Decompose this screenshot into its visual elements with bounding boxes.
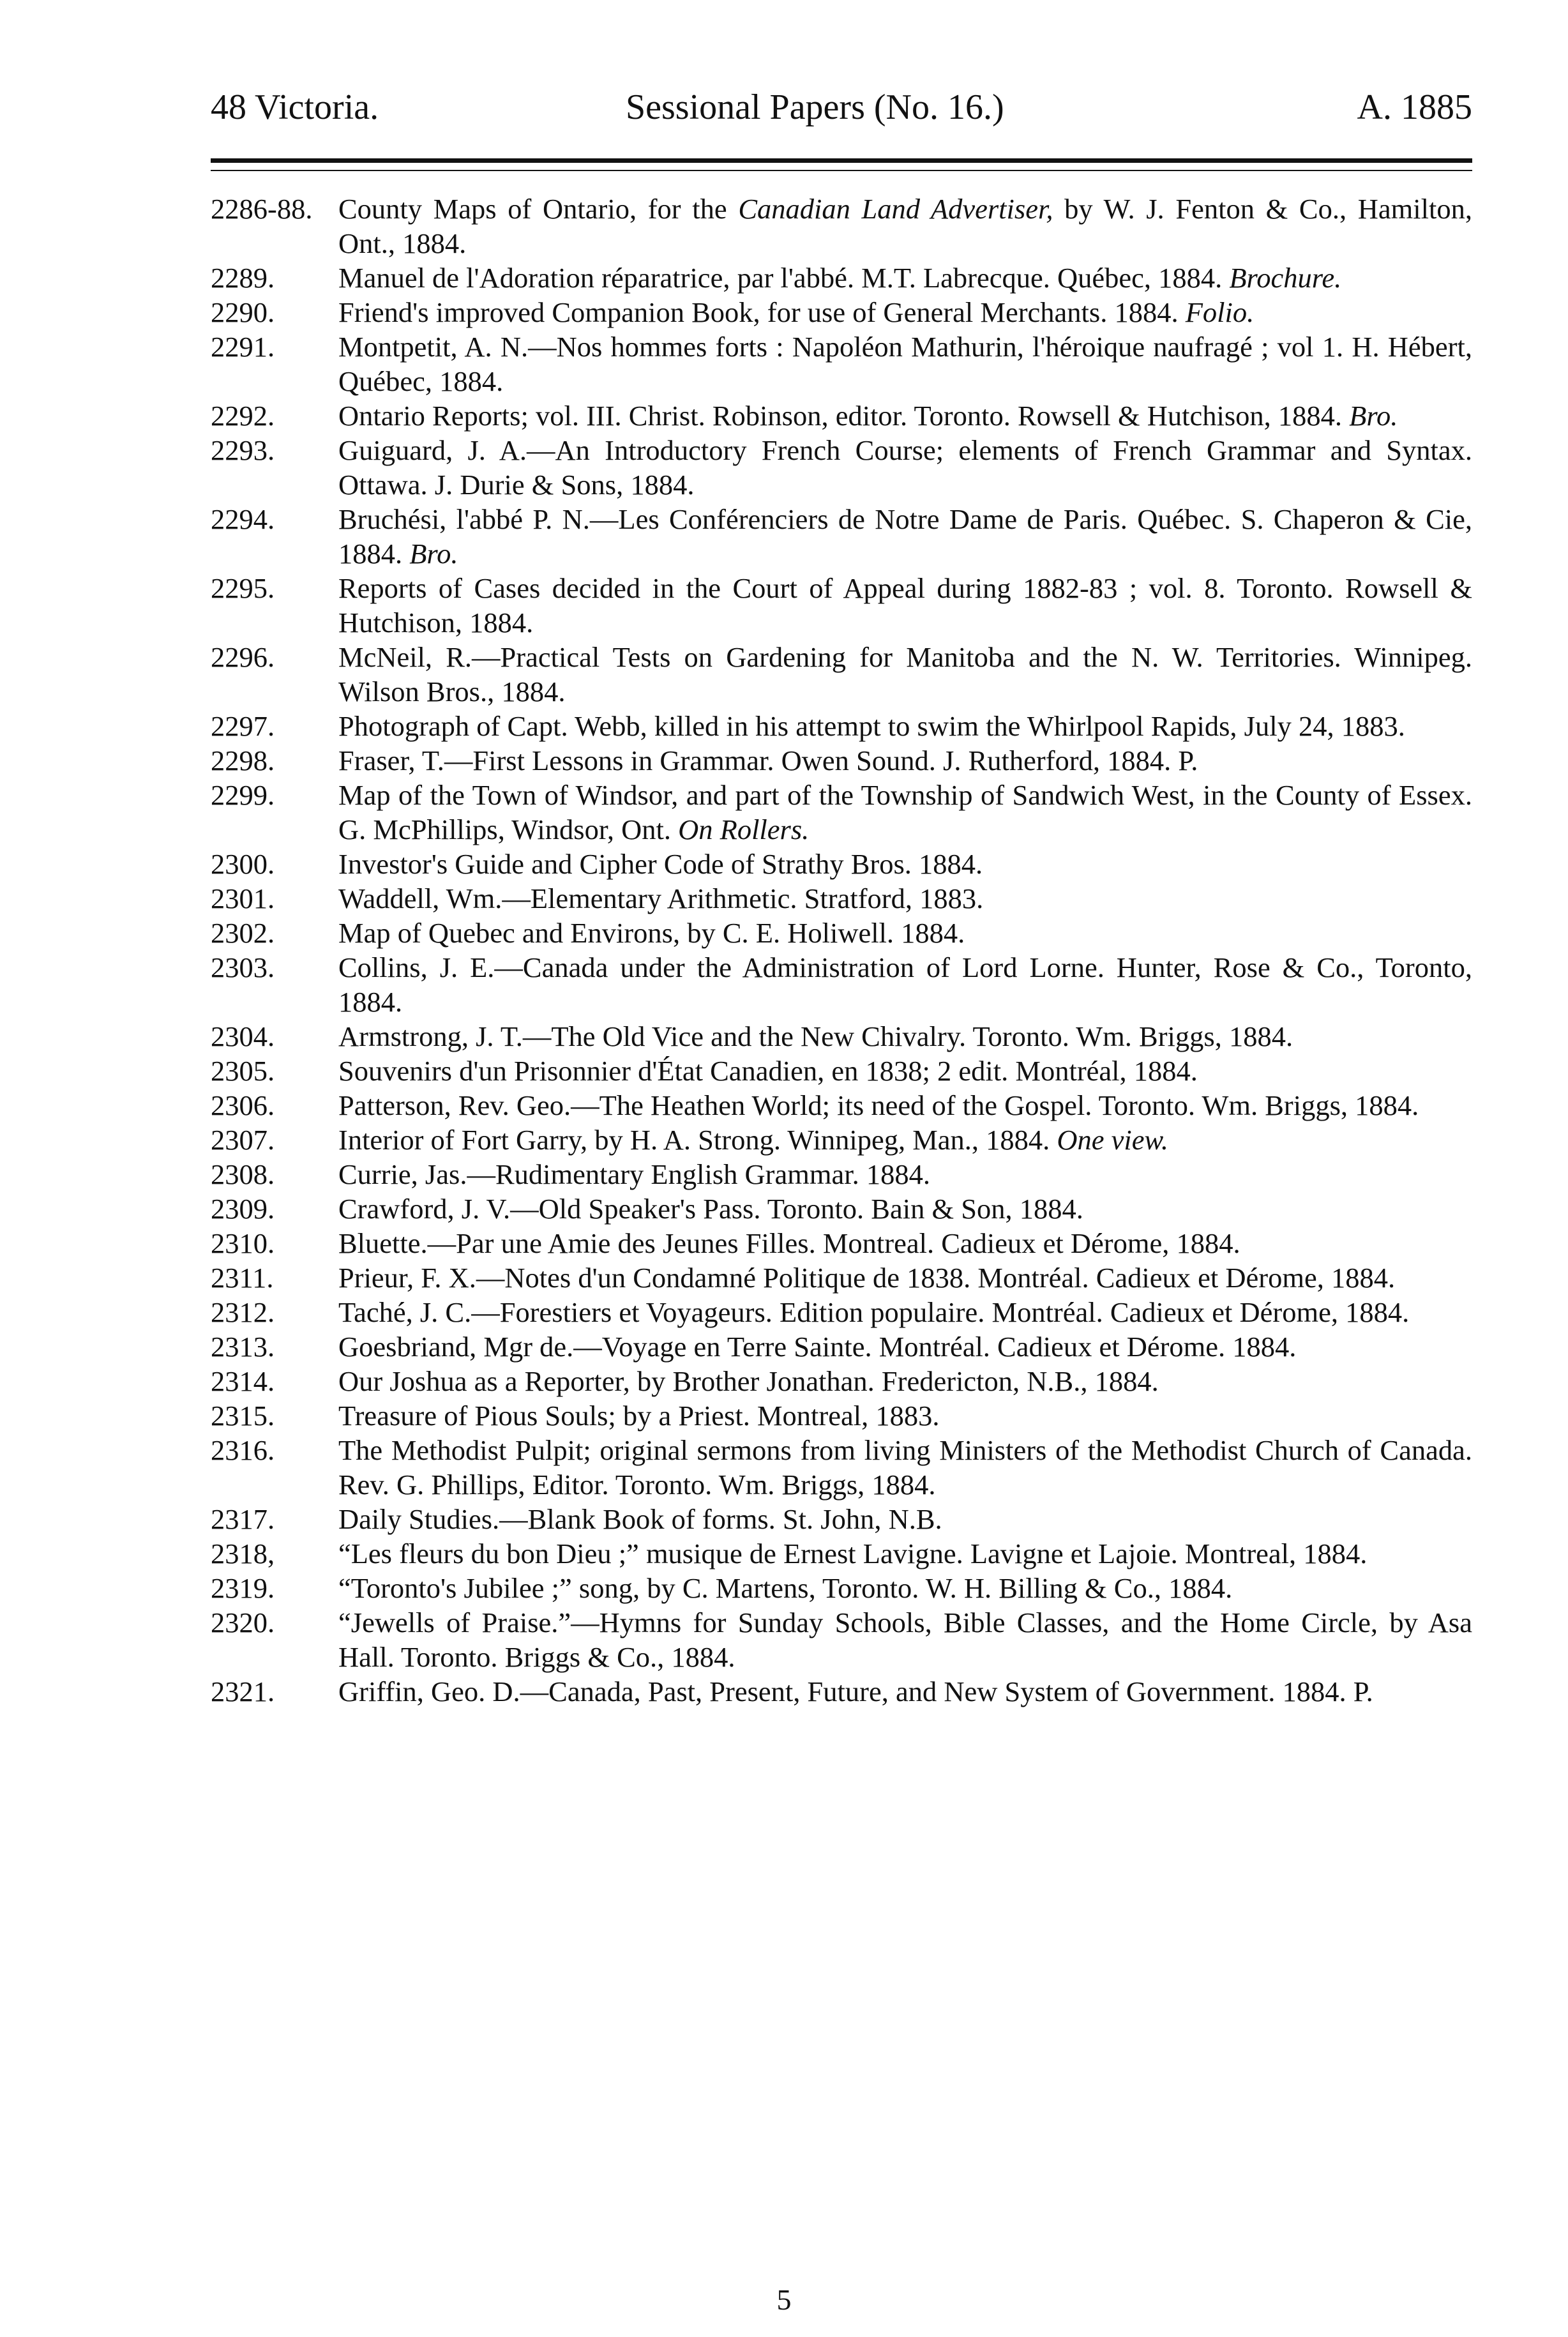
entry-text: Treasure of Pious Souls; by a Priest. Montreal, 1883. <box>338 1400 940 1432</box>
entry-text: Map of Quebec and Environs, by C. E. Holiwell. 1884. <box>338 917 965 949</box>
entry-number: 2317. <box>211 1503 275 1535</box>
entry-text: Friend's improved Companion Book, for use of General Merchants. 1884. <box>338 296 1186 328</box>
entry-text: “Toronto's Jubilee ;” song, by C. Martens, Toronto. W. H. Billing & Co., 1884. <box>338 1572 1233 1604</box>
catalogue-entry <box>211 1571 1472 1605</box>
entry-number: 2291. <box>211 331 275 363</box>
catalogue-entry <box>211 1123 1472 1157</box>
entry-text: Souvenirs d'un Prisonnier d'État Canadien, en 1838; 2 edit. Montréal, 1884. <box>338 1055 1198 1087</box>
entry-text: “Les fleurs du bon Dieu ;” musique de Ernest Lavigne. Lavigne et Lajoie. Montreal, 1884. <box>338 1538 1368 1569</box>
entry-text: “Jewells of Praise.”—Hymns for Sunday Schools, Bible Classes, and the Home Circle, by Asa Hall. Toronto. Briggs & Co., 1884. <box>338 1607 1472 1673</box>
catalogue-entry <box>211 778 1472 847</box>
entry-number: 2293. <box>211 434 275 466</box>
entry-text: Currie, Jas.—Rudimentary English Grammar. 1884. <box>338 1158 930 1190</box>
catalogue-entry <box>211 881 1472 916</box>
entry-number: 2296. <box>211 641 275 673</box>
catalogue-entry <box>211 1260 1472 1295</box>
entry-text: Crawford, J. V.—Old Speaker's Pass. Toronto. Bain & Son, 1884. <box>338 1193 1083 1225</box>
entry-text: Our Joshua as a Reporter, by Brother Jonathan. Fredericton, N.B., 1884. <box>338 1365 1159 1397</box>
entry-number: 2302. <box>211 917 275 949</box>
entry-number: 2316. <box>211 1434 275 1466</box>
entry-italic-note: Brochure. <box>1229 262 1342 294</box>
entry-number: 2305. <box>211 1055 275 1087</box>
entry-italic-note: One view. <box>1057 1124 1169 1156</box>
catalogue-entry <box>211 1536 1472 1571</box>
entry-text: Montpetit, A. N.—Nos hommes forts : Napoléon Mathurin, l'héroique naufragé ; vol 1. H. Hébert, Québec, 1884. <box>338 331 1472 397</box>
entry-number: 2320. <box>211 1607 275 1638</box>
catalogue-entry <box>211 1398 1472 1433</box>
page-number: 5 <box>776 2283 792 2316</box>
entry-number: 2309. <box>211 1193 275 1225</box>
entry-number: 2301. <box>211 882 275 914</box>
catalogue-entry <box>211 433 1472 502</box>
entry-number: 2313. <box>211 1331 275 1363</box>
entry-number: 2292. <box>211 400 275 432</box>
entry-number: 2304. <box>211 1020 275 1052</box>
catalogue-entry <box>211 743 1472 778</box>
entry-text: Photograph of Capt. Webb, killed in his attempt to swim the Whirlpool Rapids, July 24, 1883. <box>338 710 1405 742</box>
catalogue-entry <box>211 398 1472 433</box>
entry-text: Daily Studies.—Blank Book of forms. St. John, N.B. <box>338 1503 942 1535</box>
entry-italic-note: On Rollers. <box>678 813 810 845</box>
entry-number: 2312. <box>211 1296 275 1328</box>
catalogue-entry <box>211 1329 1472 1364</box>
header-title: Sessional Papers (No. 16.) <box>626 87 1004 127</box>
entry-italic-note: Bro. <box>409 538 458 570</box>
catalogue-entry <box>211 1157 1472 1191</box>
entry-text: Ontario Reports; vol. III. Christ. Robinson, editor. Toronto. Rowsell & Hutchison, 1884. <box>338 400 1350 432</box>
entry-italic-note: Folio. <box>1185 296 1255 328</box>
catalogue-entry <box>211 571 1472 640</box>
catalogue-entry <box>211 950 1472 1019</box>
entry-text: Map of the Town of Windsor, and part of the Township of Sandwich West, in the County of Essex. G. McPhillips, Windsor, Ont. <box>338 779 1472 845</box>
catalogue-entry <box>211 640 1472 709</box>
entry-text: Prieur, F. X.—Notes d'un Condamné Politique de 1838. Montréal. Cadieux et Dérome, 1884. <box>338 1262 1396 1294</box>
catalogue-entry <box>211 1019 1472 1054</box>
entry-number: 2303. <box>211 951 275 983</box>
catalogue-entry <box>211 1364 1472 1398</box>
entry-text: Bluette.—Par une Amie des Jeunes Filles. Montreal. Cadieux et Dérome, 1884. <box>338 1227 1240 1259</box>
catalogue-entry <box>211 329 1472 398</box>
entry-text: Waddell, Wm.—Elementary Arithmetic. Stratford, 1883. <box>338 882 984 914</box>
catalogue-entry <box>211 847 1472 881</box>
entry-number: 2298. <box>211 745 275 776</box>
catalogue-entry <box>211 1295 1472 1329</box>
entry-text: Goesbriand, Mgr de.—Voyage en Terre Sainte. Montréal. Cadieux et Dérome. 1884. <box>338 1331 1297 1363</box>
header-session: 48 Victoria. <box>211 87 379 127</box>
entry-text: Taché, J. C.—Forestiers et Voyageurs. Edition populaire. Montréal. Cadieux et Dérome, 1884. <box>338 1296 1410 1328</box>
entry-number: 2315. <box>211 1400 275 1432</box>
entry-number: 2297. <box>211 710 275 742</box>
entry-text: Interior of Fort Garry, by H. A. Strong. Winnipeg, Man., 1884. <box>338 1124 1057 1156</box>
entry-text: The Methodist Pulpit; original sermons from living Ministers of the Methodist Church of Canada. Rev. G. Phillips, Editor. Toronto. Wm. Briggs, 1884. <box>338 1434 1472 1501</box>
entry-number: 2321. <box>211 1675 275 1707</box>
entry-number: 2319. <box>211 1572 275 1604</box>
catalogue-entry <box>211 1088 1472 1123</box>
entry-number: 2294. <box>211 503 275 535</box>
entry-number: 2314. <box>211 1365 275 1397</box>
catalogue-entry <box>211 261 1472 295</box>
entry-number: 2318, <box>211 1538 275 1569</box>
catalogue-entry <box>211 1605 1472 1674</box>
entry-text: Reports of Cases decided in the Court of Appeal during 1882-83 ; vol. 8. Toronto. Rowsell & Hutchison, 1884. <box>338 572 1472 639</box>
entry-text-continued: by W. J. Fenton & Co., Hamilton, Ont., 1884. <box>338 193 1472 259</box>
entry-text: County Maps of Ontario, for the <box>338 193 739 225</box>
entry-number: 2311. <box>211 1262 274 1294</box>
running-head <box>211 82 1472 133</box>
catalogue-entry <box>211 709 1472 743</box>
header-year: A. 1885 <box>1357 87 1472 127</box>
entry-number: 2310. <box>211 1227 275 1259</box>
entry-number: 2300. <box>211 848 275 880</box>
entry-text: Armstrong, J. T.—The Old Vice and the New Chivalry. Toronto. Wm. Briggs, 1884. <box>338 1020 1293 1052</box>
catalogue-entry <box>211 916 1472 950</box>
catalogue-entry <box>211 1433 1472 1502</box>
entry-text: Collins, J. E.—Canada under the Administration of Lord Lorne. Hunter, Rose & Co., Toronto, 1884. <box>338 951 1472 1018</box>
header-rule-thin <box>211 170 1472 171</box>
entry-italic-note: Canadian Land Advertiser, <box>738 193 1053 225</box>
header-rule-thick <box>211 158 1472 163</box>
entry-number: 2286-88. <box>211 193 313 225</box>
catalogue-entry <box>211 1502 1472 1536</box>
catalogue-entry <box>211 502 1472 571</box>
entry-number: 2308. <box>211 1158 275 1190</box>
catalogue-entry <box>211 295 1472 329</box>
entry-text: Bruchési, l'abbé P. N.—Les Conférenciers de Notre Dame de Paris. Québec. S. Chaperon & Cie, 1884. <box>338 503 1472 570</box>
entry-text: Guiguard, J. A.—An Introductory French Course; elements of French Grammar and Syntax. Ottawa. J. Durie & Sons, 1884. <box>338 434 1472 501</box>
entry-text: Manuel de l'Adoration réparatrice, par l'abbé. M.T. Labrecque. Québec, 1884. <box>338 262 1230 294</box>
entry-text: Investor's Guide and Cipher Code of Strathy Bros. 1884. <box>338 848 983 880</box>
entry-text: Griffin, Geo. D.—Canada, Past, Present, Future, and New System of Government. 1884. P. <box>338 1675 1373 1707</box>
entry-number: 2289. <box>211 262 275 294</box>
catalogue-entry <box>211 1191 1472 1226</box>
catalogue-entry <box>211 1226 1472 1260</box>
entry-number: 2306. <box>211 1089 275 1121</box>
catalogue-entry-list <box>211 192 1472 1709</box>
catalogue-entry <box>211 1674 1472 1709</box>
entry-text: McNeil, R.—Practical Tests on Gardening for Manitoba and the N. W. Territories. Winnipeg. Wilson Bros., 1884. <box>338 641 1472 707</box>
entry-number: 2290. <box>211 296 275 328</box>
entry-text: Patterson, Rev. Geo.—The Heathen World; its need of the Gospel. Toronto. Wm. Briggs, 1884. <box>338 1089 1419 1121</box>
entry-number: 2307. <box>211 1124 275 1156</box>
catalogue-entry <box>211 192 1472 261</box>
entry-number: 2299. <box>211 779 275 811</box>
catalogue-entry <box>211 1054 1472 1088</box>
entry-italic-note: Bro. <box>1349 400 1398 432</box>
entry-text: Fraser, T.—First Lessons in Grammar. Owen Sound. J. Rutherford, 1884. P. <box>338 745 1198 776</box>
entry-number: 2295. <box>211 572 275 604</box>
